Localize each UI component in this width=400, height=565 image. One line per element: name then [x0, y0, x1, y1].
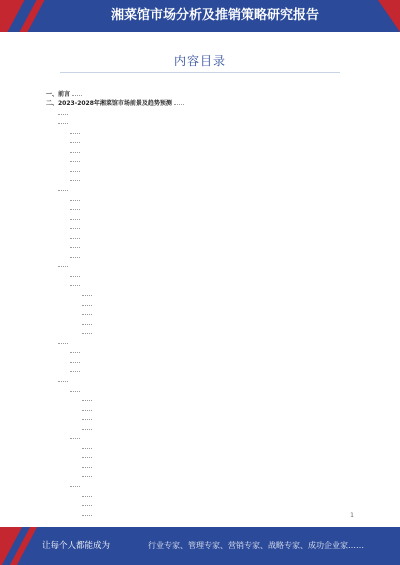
toc-entry-label: 一、前言: [46, 90, 71, 98]
toc-leader-dots: [58, 342, 68, 344]
toc-leader-dots: [82, 504, 92, 506]
table-of-contents: [46, 88, 352, 518]
report-title: 湘菜馆市场分析及推销策略研究报告: [110, 8, 319, 23]
page-number: 1: [350, 512, 354, 519]
page-footer-band: [0, 527, 400, 565]
toc-leader-dots: [70, 437, 80, 439]
footer-subline: 行业专家、管理专家、营销专家、战略专家、成功企业家……: [148, 541, 364, 550]
toc-leader-dots: [82, 514, 92, 516]
header-red-stripe-thin: [19, 0, 44, 32]
toc-leader-dots: [58, 265, 68, 267]
toc-leader-dots: [82, 495, 92, 497]
toc-leader-dots: [70, 390, 80, 392]
toc-leader-dots: [58, 380, 68, 382]
toc-heading: 内容目录: [173, 54, 226, 68]
footer-tagline: 让每个人都能成为: [42, 541, 111, 551]
toc-leader-dots: [58, 122, 68, 124]
toc-entry-page: [94, 0, 400, 518]
toc-leader-dots: [70, 485, 80, 487]
toc-entry-label: 二、2023-2028年湘菜馆市场前景及趋势预测: [46, 100, 172, 108]
toc-leader-dots: [58, 113, 68, 115]
toc-entry[interactable]: [46, 508, 352, 518]
toc-leader-dots: [58, 189, 68, 191]
